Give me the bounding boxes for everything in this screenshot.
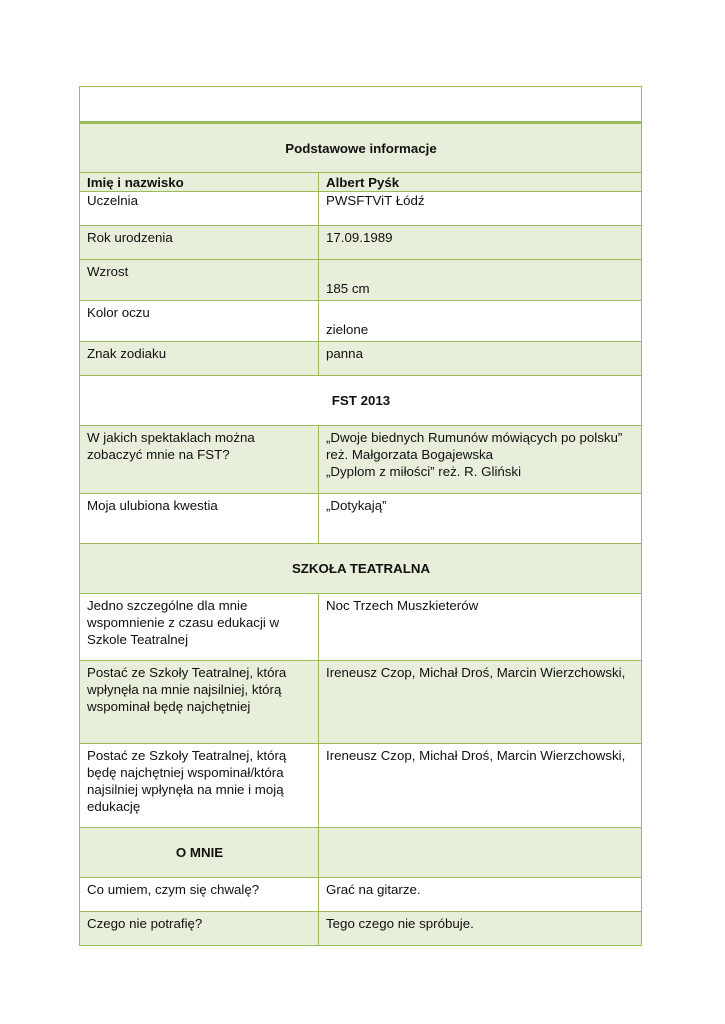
show-2: „Dyplom z miłości” reż. R. Gliński (326, 464, 522, 479)
name-value: Albert Pyśk (319, 173, 642, 192)
influence2-value: Ireneusz Czop, Michał Droś, Marcin Wierzchowski, (319, 744, 642, 828)
birth-label: Rok urodzenia (80, 226, 319, 260)
empty-header-cell (80, 87, 642, 123)
section-school-row (80, 544, 642, 594)
table-row (80, 594, 642, 661)
memory-label: Jedno szczególne dla mnie wspomnienie z czasu edukacji w Szkole Teatralnej (80, 594, 319, 661)
profile-table (79, 86, 642, 946)
cannot-label: Czego nie potrafię? (80, 912, 319, 946)
eyes-value: zielone (319, 301, 642, 342)
table-row (80, 426, 642, 494)
table-row (80, 878, 642, 912)
table-row (80, 301, 642, 342)
cannot-value: Tego czego nie spróbuje. (319, 912, 642, 946)
eyes-label: Kolor oczu (80, 301, 319, 342)
table-row (80, 342, 642, 376)
section-fst-row (80, 376, 642, 426)
table-row (80, 192, 642, 226)
birth-value: 17.09.1989 (319, 226, 642, 260)
table-row (80, 494, 642, 544)
shows-label: W jakich spektaklach można zobaczyć mnie na FST? (80, 426, 319, 494)
shows-value (319, 426, 642, 494)
height-label: Wzrost (80, 260, 319, 301)
quote-label: Moja ulubiona kwestia (80, 494, 319, 544)
name-label: Imię i nazwisko (80, 173, 319, 192)
table-row (80, 260, 642, 301)
table-row (80, 744, 642, 828)
show-1: „Dwoje biednych Rumunów mówiących po polsku” reż. Małgorzata Bogajewska (326, 430, 623, 462)
influence1-label: Postać ze Szkoły Teatralnej, która wpłynęła na mnie najsilniej, którą wspominał będę najchętniej (80, 661, 319, 744)
university-value: PWSFTViT Łódź (319, 192, 642, 226)
section-school-title: SZKOŁA TEATRALNA (80, 544, 642, 594)
quote-value: „Dotykają” (319, 494, 642, 544)
section-fst-title: FST 2013 (80, 376, 642, 426)
influence1-value: Ireneusz Czop, Michał Droś, Marcin Wierzchowski, (319, 661, 642, 744)
table-row (80, 226, 642, 260)
height-value: 185 cm (319, 260, 642, 301)
influence2-label: Postać ze Szkoły Teatralnej, którą będę najchętniej wspominał/która najsilniej wpłynęła na mnie i moją edukację (80, 744, 319, 828)
section-basic-title: Podstawowe informacje (80, 123, 642, 173)
skills-label: Co umiem, czym się chwalę? (80, 878, 319, 912)
section-basic-row (80, 123, 642, 173)
section-about-title: O MNIE (80, 828, 319, 878)
memory-value: Noc Trzech Muszkieterów (319, 594, 642, 661)
table-row (80, 173, 642, 192)
university-label: Uczelnia (80, 192, 319, 226)
section-about-empty (319, 828, 642, 878)
table-row (80, 912, 642, 946)
empty-header-row (80, 87, 642, 123)
section-about-row (80, 828, 642, 878)
table-row (80, 661, 642, 744)
skills-value: Grać na gitarze. (319, 878, 642, 912)
zodiac-value: panna (319, 342, 642, 376)
zodiac-label: Znak zodiaku (80, 342, 319, 376)
